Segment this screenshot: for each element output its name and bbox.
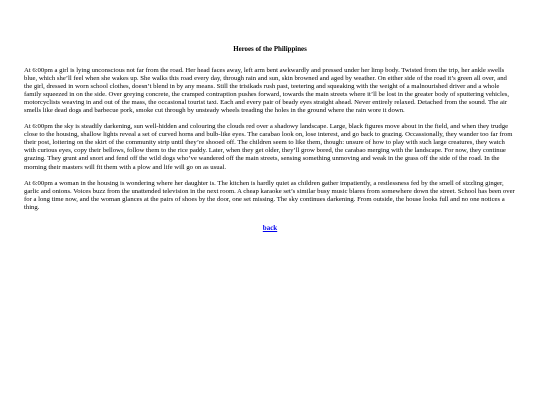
back-link-container <box>24 224 516 232</box>
back-link[interactable]: back <box>262 223 278 232</box>
story-paragraph-2: At 6:00pm the sky is steadily darkening, sun well-hidden and colouring the clouds red over a shadowy landscape. Large, black figures move about in the field, and when they trudge close to the housing, shallow lights reveal a set of curved horns and bulb-like eyes. The carabao look on, lose interest, and go back to grazing. Occassionally, they wander too far from their post, loitering on the skirt of the community strip until they’re shooed off. The children seem to like them, though: unsure of how to play with such large creatures, they watch with curious eyes, copy their bellows, follow them to the rice paddy. Later, when they get older, they’ll grow bored, the carabao merging with the landscape. For now, they continue grazing. They grunt and snort and fend off the wild dogs who’ve wandered off the main streets, sensing something unmoving and weak in the grass off the side of the road. In the morning their masters will fit them with a plow and life will go on as usual. <box>24 123 513 171</box>
page-title: Heroes of the Philippines <box>233 46 307 53</box>
story-paragraph-3: At 6:00pm a woman in the housing is wondering where her daughter is. The kitchen is hardly quiet as children gather impatiently, a restlessness fed by the smell of sizzling ginger, garlic and onions. Voices buzz from the unattended television in the next room. A cheap karaoke set’s similar busy music blares from somewhere down the street. School has been over for a long time now, and the woman glances at the pairs of shoes by the door, one set missing. The sky continues darkening. From outside, the house looks full and no one notices a thing. <box>24 179 515 211</box>
story-paragraph-1: At 6:00pm a girl is lying unconscious not far from the road. Her head faces away, left arm bent awkwardly and pressed under her limp body. Twisted from the trip, her ankle swells blue, which she’ll feel when she wakes up. She walks this road every day, through rain and sun, skin browned and aged by weather. On either side of the road it’s green all over, and the girl, dressed in worn school clothes, doesn’t blend in by any means. Still the trisikads rush past, teetering and squeaking with the weight of a malnourished driver and a whole family squeezed in on the side. Over greying concrete, the cramped contraption pushes forward, towards the main streets where it’ll be lost in the greater body of sputtering vehicles, motorcyclists weaving in and out of the mass, the occasional tourist taxi. Each and every pair of beady eyes straight ahead. Never entirely relaxed. Detached from the sound. The air smells like dead dogs and barbecue pork, smoke cut through by unsteady wheels treading the holes in the ground where the rain wore it down. <box>24 67 510 115</box>
